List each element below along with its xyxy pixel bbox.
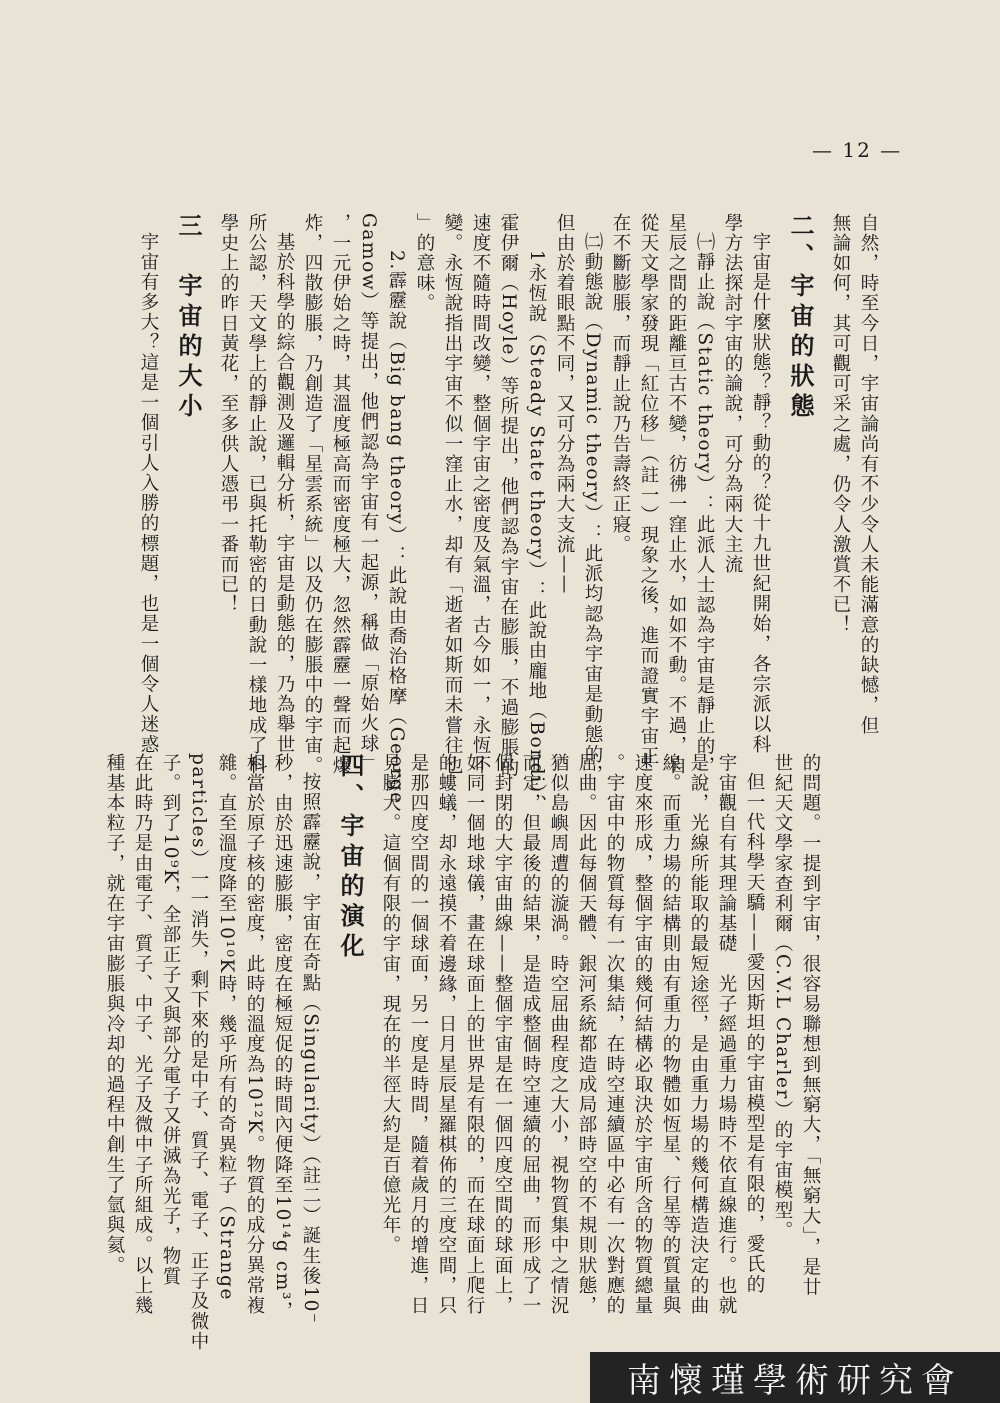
text-line: 雜。直至溫度降至10¹⁰K時，幾乎所有的奇異粒子（Strange [216, 753, 237, 1302]
text-line: 如同一個地球儀，畫在球面上的世界是有限的，而在球面上爬行 [464, 753, 485, 1316]
text-line: 宇宙有多大？這是一個引人入勝的標題，也是一個令人迷惑 [138, 231, 159, 755]
text-line: 而定，但最後的結果，是造成整個時空連續的屈曲，而形成了一 [520, 753, 541, 1316]
text-line: 的螻蟻，却永遠摸不着邊緣，日月星辰星羅棋佈的三度空間，只 [436, 753, 457, 1316]
text-line: 猶似島嶼周遭的漩渦。時空屈曲程度之大小，視物質集中之情況 [548, 753, 569, 1316]
text-line: ㈠靜止說（Static theory）：此派人士認為宇宙是靜止的， [694, 231, 715, 776]
text-line: 是那四度空間的一個球面，另一度是時間，隨着歲月的增進，日 [408, 753, 429, 1316]
text-line: 炸，四散膨脹，乃創造了「星雲系統」以及仍在膨脹中的宇宙。 [302, 213, 323, 776]
text-line: 從天文學家發現「紅位移」（註一）現象之後，進而證實宇宙正 [638, 213, 659, 767]
section-heading: 四、宇宙的演化 [336, 753, 365, 963]
text-line: 速度不隨時間改變，整個宇宙之密度及氣溫，古今如一，永恆不 [470, 213, 491, 776]
text-line: 在此時乃是由電子、質子、中子、光子及微中子所組成。以上幾 [132, 753, 153, 1316]
section-heading: 二、宇宙的狀態 [786, 213, 815, 423]
text-line: 基於科學的綜合觀測及邏輯分析，宇宙是動態的，乃為舉世 [274, 231, 295, 755]
text-line: 種基本粒子，就在宇宙膨脹與冷却的過程中創生了氫與氦。 [104, 753, 125, 1276]
text-line: 。宇宙中的物質每有一次集結，在時空連續區中必有一次對應的 [604, 753, 625, 1316]
text-line: Gamow）等提出，他們認為宇宙有一起源，稱做「原始火球」 [358, 213, 379, 774]
text-line: 按照霹靂說，宇宙在奇點（Singularity）（註二）誕生後10⁻ [300, 771, 321, 1324]
text-line: 宇宙觀自有其理論基礎 光子經過重力場時不依直線進行。也就 [716, 753, 737, 1316]
text-line: 但由於着眼點不同，又可分為兩大支流—— [554, 213, 575, 595]
text-line: 屈曲。因此每個天體、銀河系統都造成局部時空的不規則狀態， [576, 753, 597, 1316]
text-line: 星辰之間的距離亘古不變，彷彿一窪止水，如如不動。不過，自 [666, 213, 687, 776]
text-line: 學方法探討宇宙的論說，可分為兩大主流 [722, 213, 743, 575]
page-number: — 12 — [812, 138, 903, 162]
upper-text-block [134, 213, 882, 815]
lower-text-block [100, 753, 824, 1352]
text-line: 見膨大。這個有限的宇宙，現在的半徑大約是百億光年。 [380, 753, 401, 1256]
text-line: 霍伊爾（Hoyle）等所提出，他們認為宇宙在膨脹，不過膨脹的 [498, 213, 519, 779]
text-line: 學史上的昨日黃花，至多供人憑弔一番而已！ [218, 213, 239, 615]
text-line: 但一代科學天驕——愛因斯坦的宇宙模型是有限的，愛氏的 [744, 771, 765, 1295]
watermark-banner: 南懷瑾學術研究會 [590, 1352, 1000, 1403]
text-line: 子。到了10⁹K，全部正子又與部分電子又併滅為光子，物質 [160, 753, 181, 1287]
text-line: 宇宙是什麼狀態？靜？動的？從十九世紀開始，各宗派以科 [750, 231, 771, 755]
text-line: ，一元伊始之時，其溫度極高而密度極大，忽然霹靂一聲而起爆 [330, 213, 351, 776]
text-line: 在不斷膨脹，而靜止說乃告壽終正寢。 [610, 213, 631, 555]
text-line: 」的意味。 [414, 213, 435, 314]
text-line: ㈡動態說（Dynamic theory）：此派均認為宇宙是動態的， [582, 231, 603, 785]
text-line: 的問題。一提到宇宙，很容易聯想到無窮大，「無窮大」，是廿 [800, 753, 821, 1298]
text-line: particles）一一消失，剩下來的是中子、質子、電子、正子及微中 [188, 753, 209, 1352]
text-line: 相當於原子核的密度，此時的溫度為10¹²K。物質的成分異常複 [244, 753, 265, 1316]
text-line: 自然，時至今日，宇宙論尚有不少令人未能滿意的缺憾，但 [858, 213, 879, 736]
text-line: 線。而重力場的結構則由有重力的物體如恆星、行星等的質量與 [660, 753, 681, 1316]
text-line: 2.霹靂說（Big bang theory）：此說由喬治格摩（George [386, 250, 407, 805]
text-line: 1永恆說（Steady State theory）：此說由龐地（Bondi）、 [526, 250, 547, 815]
text-line: 速度來形成，整個宇宙的幾何結構必取決於宇宙所含的物質總量 [632, 753, 653, 1316]
text-line: 世紀天文學家查利爾（C.V.L Charler）的宇宙模型。 [772, 753, 793, 1241]
text-line: 秒，由於迅速膨脹，密度在極短促的時間內便降至10¹⁴g cm³， [272, 753, 293, 1322]
text-line: 所公認，天文學上的靜止說，已與托勒密的日動說一樣地成了科 [246, 213, 267, 776]
text-line: 無論如何，其可觀可采之處，仍令人激賞不已！ [830, 213, 851, 636]
section-heading: 三 宇宙的大小 [174, 213, 203, 423]
text-line: 是說，光線所能取的最短途徑，是由重力場的幾何構造決定的曲 [688, 753, 709, 1316]
text-line: 個封閉的大宇宙曲線——整個宇宙是在一個四度空間的球面上， [492, 753, 513, 1316]
text-line: 變。永恆說指出宇宙不似一窪止水，却有「逝者如斯而未嘗往也 [442, 213, 463, 776]
